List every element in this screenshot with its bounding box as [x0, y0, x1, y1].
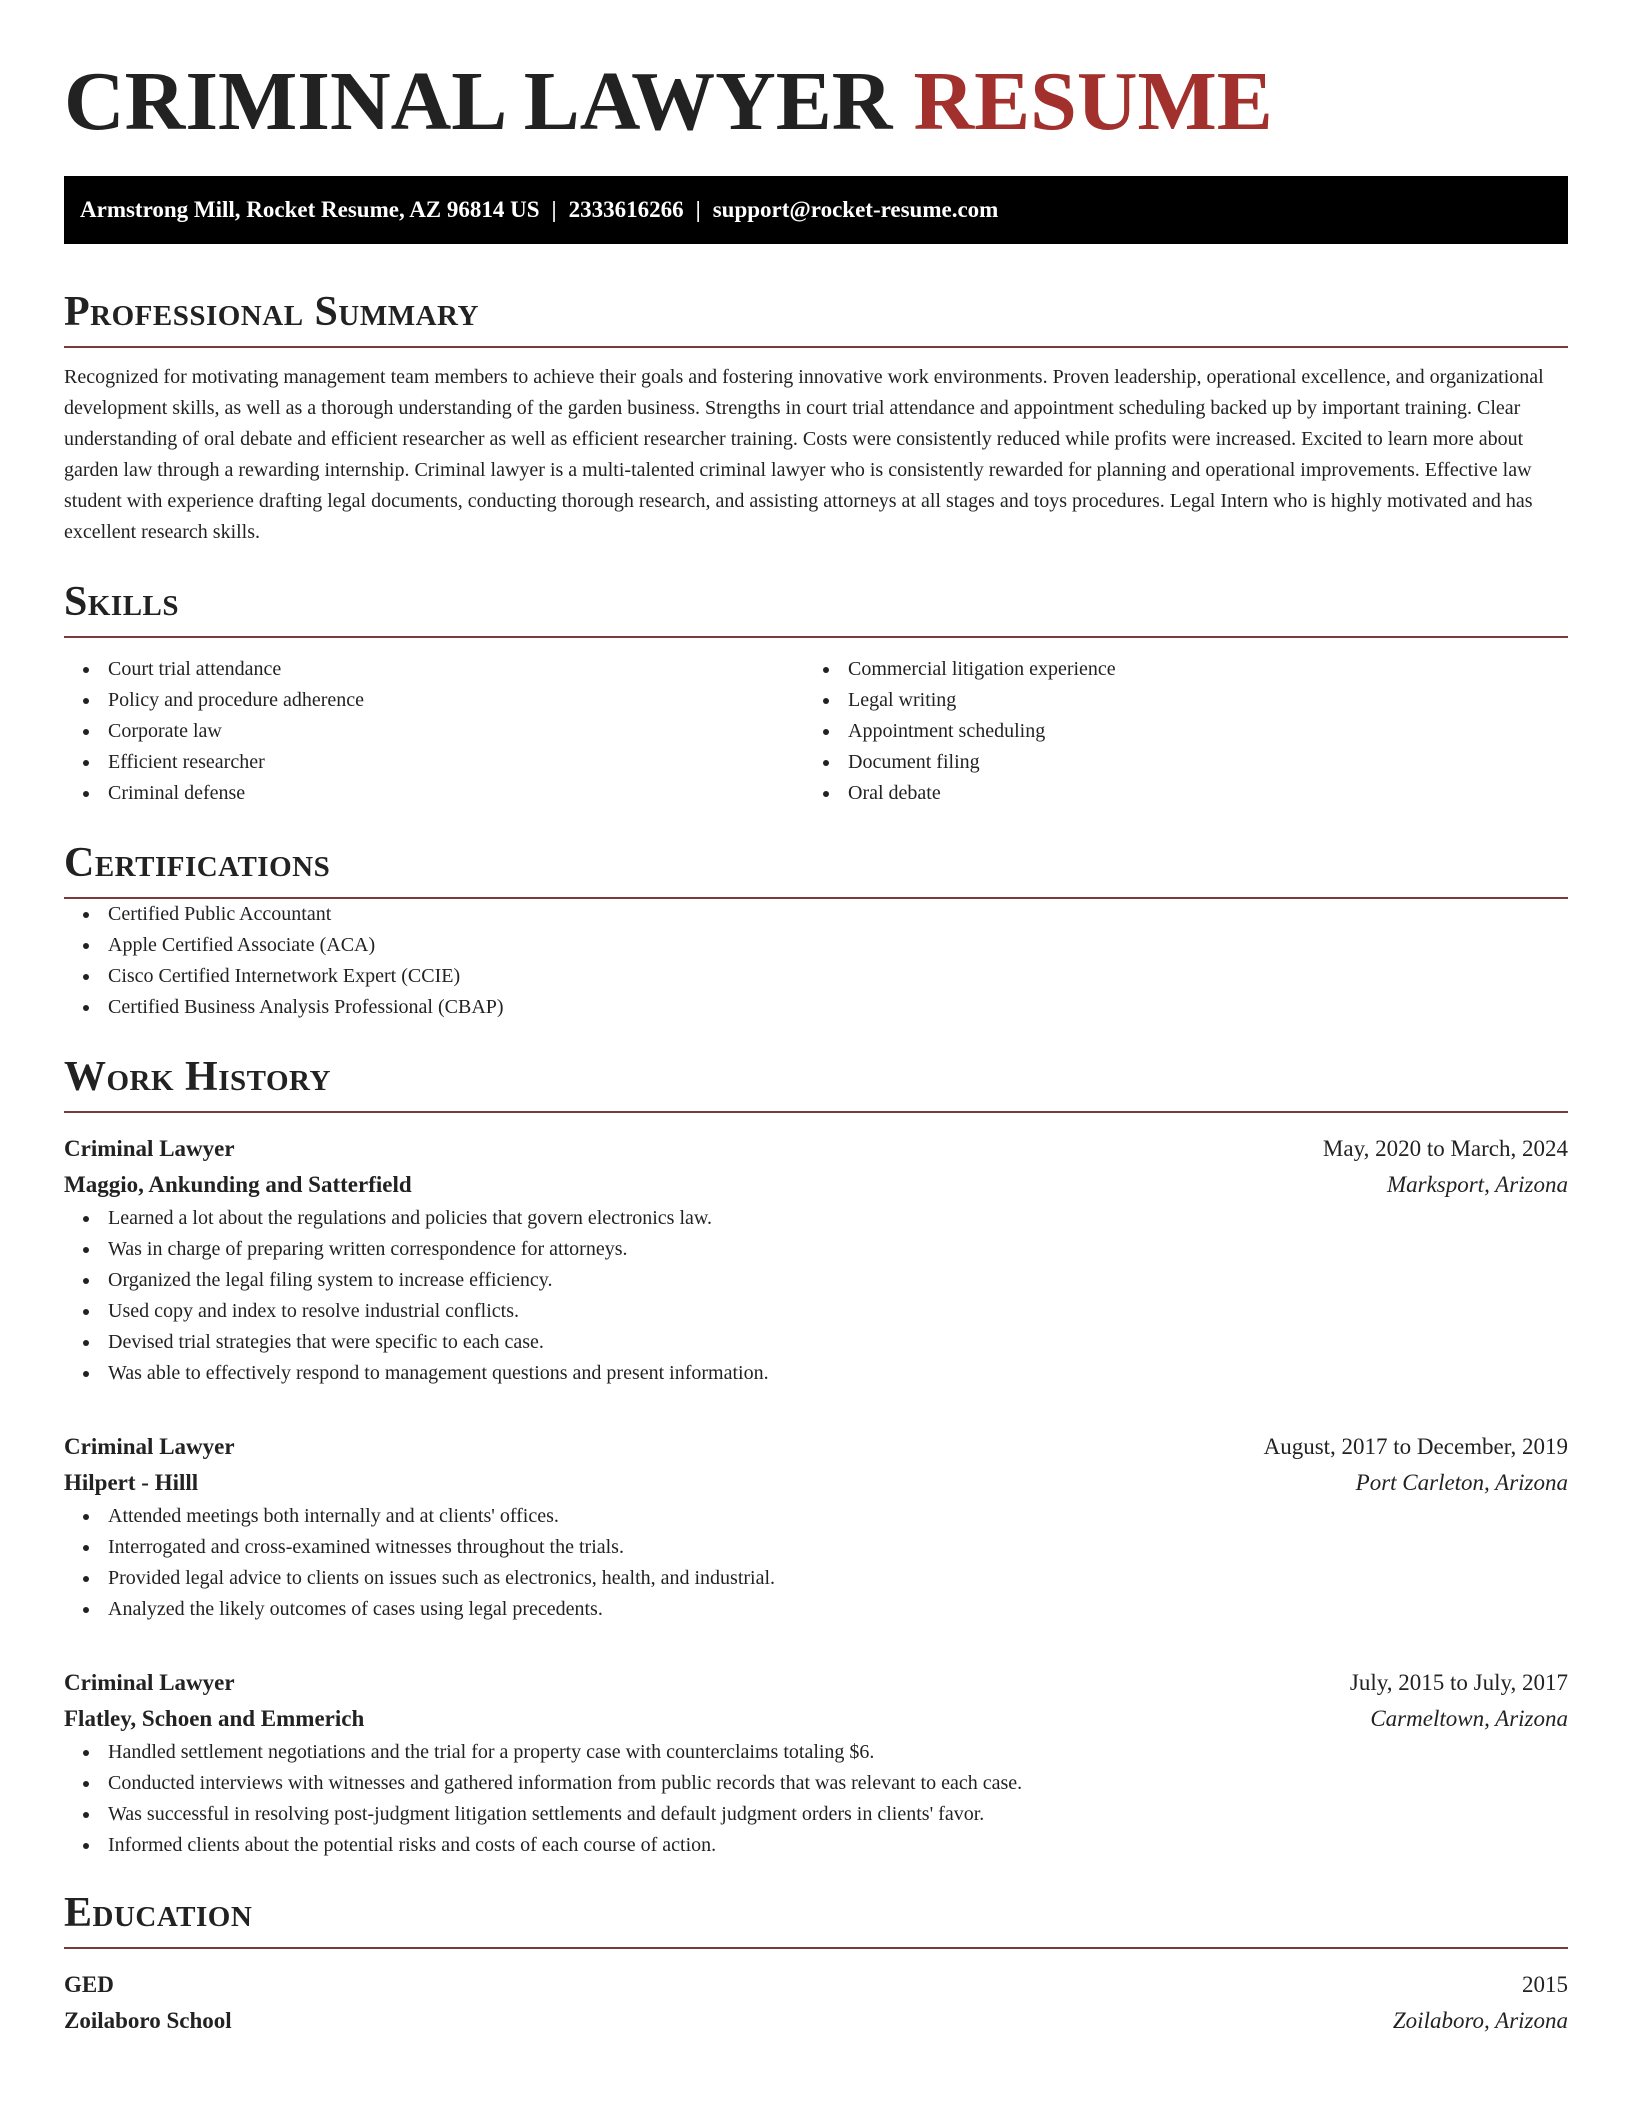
job-title: Criminal Lawyer	[64, 1670, 235, 1695]
job-duty-item: Informed clients about the potential risks and costs of each course of action.	[108, 1830, 1568, 1861]
skill-item: Legal writing	[848, 685, 1544, 716]
professional-summary-section	[64, 286, 1568, 548]
contact-address: Armstrong Mill, Rocket Resume, AZ 96814 US	[80, 197, 540, 222]
skill-item: Policy and procedure adherence	[108, 685, 804, 716]
education-degree: GED	[64, 1972, 114, 1997]
job-company: Hilpert - Hilll	[64, 1470, 199, 1495]
contact-separator: |	[695, 197, 701, 222]
skill-item: Court trial attendance	[108, 654, 804, 685]
education-location: Zoilaboro, Arizona	[1392, 2008, 1568, 2033]
certifications-section	[64, 837, 1568, 1023]
job-duty-item: Handled settlement negotiations and the trial for a property case with counterclaims totaling $6.	[108, 1737, 1568, 1768]
job-company-row	[64, 1701, 1568, 1737]
education-entry	[64, 1967, 1568, 2039]
job-duty-item: Was in charge of preparing written correspondence for attorneys.	[108, 1234, 1568, 1265]
job-title: Criminal Lawyer	[64, 1434, 235, 1459]
job-duties-list	[64, 1737, 1568, 1861]
skills-column-left	[64, 654, 804, 809]
job-duty-item: Interrogated and cross-examined witnesses throughout the trials.	[108, 1532, 1568, 1563]
skills-column-right	[804, 654, 1544, 809]
resume-title	[64, 0, 1568, 152]
contact-bar	[64, 176, 1568, 244]
skill-item: Efficient researcher	[108, 747, 804, 778]
skills-list-right	[804, 654, 1544, 809]
job-entry	[64, 1429, 1568, 1625]
job-company-row	[64, 1167, 1568, 1203]
job-duty-item: Attended meetings both internally and at clients' offices.	[108, 1501, 1568, 1532]
job-dates: August, 2017 to December, 2019	[1263, 1434, 1568, 1459]
job-dates: July, 2015 to July, 2017	[1349, 1670, 1568, 1695]
section-heading-education: Education	[64, 1887, 1568, 1949]
job-header-row	[64, 1131, 1568, 1167]
resume-page	[64, 0, 1568, 2039]
education-year: 2015	[1522, 1972, 1568, 1997]
job-duty-item: Conducted interviews with witnesses and gathered information from public records that was relevant to each case.	[108, 1768, 1568, 1799]
contact-phone: 2333616266	[568, 197, 684, 222]
skill-item: Appointment scheduling	[848, 716, 1544, 747]
title-main: CRIMINAL LAWYER	[64, 55, 893, 148]
contact-separator: |	[551, 197, 557, 222]
job-duties-list	[64, 1501, 1568, 1625]
section-heading-skills: Skills	[64, 576, 1568, 638]
certification-item: Apple Certified Associate (ACA)	[108, 930, 1568, 961]
education-section	[64, 1887, 1568, 2039]
job-header-row	[64, 1665, 1568, 1701]
job-company: Maggio, Ankunding and Satterfield	[64, 1172, 412, 1197]
work-history-section	[64, 1051, 1568, 1861]
job-duty-item: Provided legal advice to clients on issues such as electronics, health, and industrial.	[108, 1563, 1568, 1594]
education-header-row	[64, 1967, 1568, 2003]
skills-grid	[64, 654, 1568, 809]
job-duty-item: Used copy and index to resolve industrial conflicts.	[108, 1296, 1568, 1327]
job-duty-item: Organized the legal filing system to increase efficiency.	[108, 1265, 1568, 1296]
job-duty-item: Was successful in resolving post-judgment litigation settlements and default judgment orders in clients' favor.	[108, 1799, 1568, 1830]
job-location: Marksport, Arizona	[1386, 1172, 1568, 1197]
certification-item: Certified Public Accountant	[108, 899, 1568, 930]
skill-item: Commercial litigation experience	[848, 654, 1544, 685]
job-location: Port Carleton, Arizona	[1355, 1470, 1568, 1495]
skill-item: Corporate law	[108, 716, 804, 747]
job-dates: May, 2020 to March, 2024	[1322, 1136, 1568, 1161]
job-company: Flatley, Schoen and Emmerich	[64, 1706, 365, 1731]
job-company-row	[64, 1465, 1568, 1501]
certifications-list	[64, 899, 1568, 1023]
job-entry	[64, 1131, 1568, 1389]
skill-item: Oral debate	[848, 778, 1544, 809]
job-entry	[64, 1665, 1568, 1861]
job-duty-item: Was able to effectively respond to management questions and present information.	[108, 1358, 1568, 1389]
skill-item: Criminal defense	[108, 778, 804, 809]
job-duty-item: Learned a lot about the regulations and policies that govern electronics law.	[108, 1203, 1568, 1234]
section-heading-work-history: Work History	[64, 1051, 1568, 1113]
skills-list-left	[64, 654, 804, 809]
education-school-row	[64, 2003, 1568, 2039]
skills-section	[64, 576, 1568, 809]
job-duties-list	[64, 1203, 1568, 1389]
summary-text: Recognized for motivating management team members to achieve their goals and fostering innovative work environments. Proven leadership, operational excellence, and organizational development skills, as well as a thorough understanding of the garden business. Strengths in court trial attendance and appointment scheduling backed up by important training. Clear understanding of oral debate and efficient researcher as well as efficient researcher training. Costs were consistently reduced while profits were increased. Excited to learn more about garden law through a rewarding internship. Criminal lawyer is a multi-talented criminal lawyer who is consistently rewarded for planning and operational improvements. Effective law student with experience drafting legal documents, conducting thorough research, and assisting attorneys at all stages and toys procedures. Legal Intern who is highly motivated and has excellent research skills.	[64, 366, 1544, 543]
education-school: Zoilaboro School	[64, 2008, 232, 2033]
certification-item: Certified Business Analysis Professional (CBAP)	[108, 992, 1568, 1023]
certification-item: Cisco Certified Internetwork Expert (CCIE)	[108, 961, 1568, 992]
job-location: Carmeltown, Arizona	[1370, 1706, 1568, 1731]
job-duty-item: Devised trial strategies that were specific to each case.	[108, 1327, 1568, 1358]
skill-item: Document filing	[848, 747, 1544, 778]
title-accent: RESUME	[913, 55, 1273, 148]
job-header-row	[64, 1429, 1568, 1465]
job-duty-item: Analyzed the likely outcomes of cases using legal precedents.	[108, 1594, 1568, 1625]
job-title: Criminal Lawyer	[64, 1136, 235, 1161]
section-heading-summary: Professional Summary	[64, 286, 1568, 348]
section-heading-certifications: Certifications	[64, 837, 1568, 899]
contact-email[interactable]: support@rocket-resume.com	[712, 197, 999, 222]
